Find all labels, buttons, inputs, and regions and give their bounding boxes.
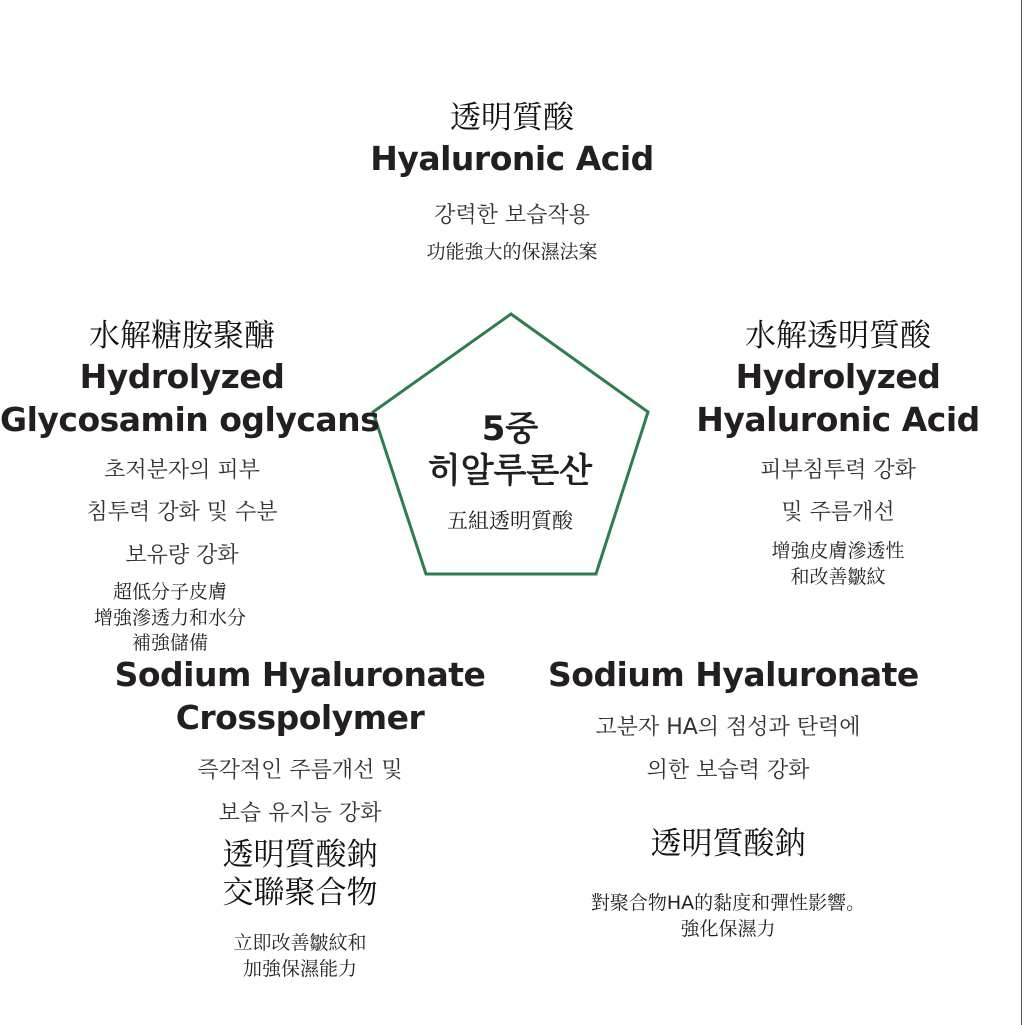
right-en-title-2: Hyaluronic Acid [696,399,980,439]
left-en-title-2: Glycosamin oglycans [0,399,380,439]
left-zh-description [40,580,300,657]
bl-en-title-1: Sodium Hyaluronate [114,655,486,694]
right-zh-line-2: 和改善皺紋 [790,566,886,589]
center-ko-title: 히알루론산 [427,450,593,491]
section-hydrolyzed-gag [0,318,380,578]
section-hydrolyzed-ha [688,318,988,591]
left-en-title-1: Hydrolyzed [79,356,285,396]
bl-en-title-2: Crosspolymer [175,697,425,737]
left-zh-line-3: 補強儲備 [131,632,208,655]
br-zh-line-1: 對聚合物HA的黏度和彈性影響。 [590,892,866,915]
center-number: 5중 [481,409,539,449]
bl-zh-line-1: 立即改善皺紋和 [233,932,367,955]
center-zh-subtitle: 五組透明質酸 [447,509,573,534]
right-ko-line-2: 및 주름개선 [781,500,895,526]
bl-cjk-title-1: 透明質酸鈉 [222,836,378,873]
bl-zh-line-2: 加強保濕能力 [242,957,357,980]
left-ko-line-1: 초저분자의 피부 [104,457,260,483]
section-hyaluronic-acid [362,100,662,265]
right-cjk-title: 水解透明質酸 [745,318,931,354]
top-en-title: Hyaluronic Acid [370,138,654,178]
bl-cjk-title-2: 交聯聚合物 [222,875,378,912]
section-sodium-hyaluronate [548,654,919,943]
left-zh-line-2: 增強滲透力和水分 [93,606,246,629]
br-zh-line-2: 強化保濕力 [680,918,776,941]
right-en-title-1: Hydrolyzed [735,356,941,396]
top-zh-line: 功能強大的保濕法案 [426,240,598,263]
top-cjk-title: 透明質酸 [450,100,574,136]
right-ko-line-1: 피부침투력 강화 [760,457,916,483]
bl-ko-line-1: 즉각적인 주름개선 및 [197,757,403,783]
top-ko-line: 강력한 보습작용 [434,202,590,228]
left-zh-line-1: 超低分子皮膚 [112,581,227,603]
br-ko-line-2: 의한 보습력 강화 [646,757,810,783]
br-ko-line-1: 고분자 HA의 점성과 탄력에 [595,714,861,740]
bl-ko-line-2: 보습 유지능 강화 [218,800,382,826]
left-ko-line-2: 침투력 강화 및 수분 [86,500,278,526]
left-cjk-title: 水解糖胺聚醣 [89,318,275,354]
pentagon-center-label [410,408,610,535]
br-cjk-title: 透明質酸鈉 [650,825,806,862]
left-ko-line-3: 보유량 강화 [125,543,239,569]
section-sodium-ha-crosspolymer [110,654,490,982]
right-zh-line-1: 增強皮膚滲透性 [771,540,905,563]
br-en-title: Sodium Hyaluronate [548,655,919,694]
